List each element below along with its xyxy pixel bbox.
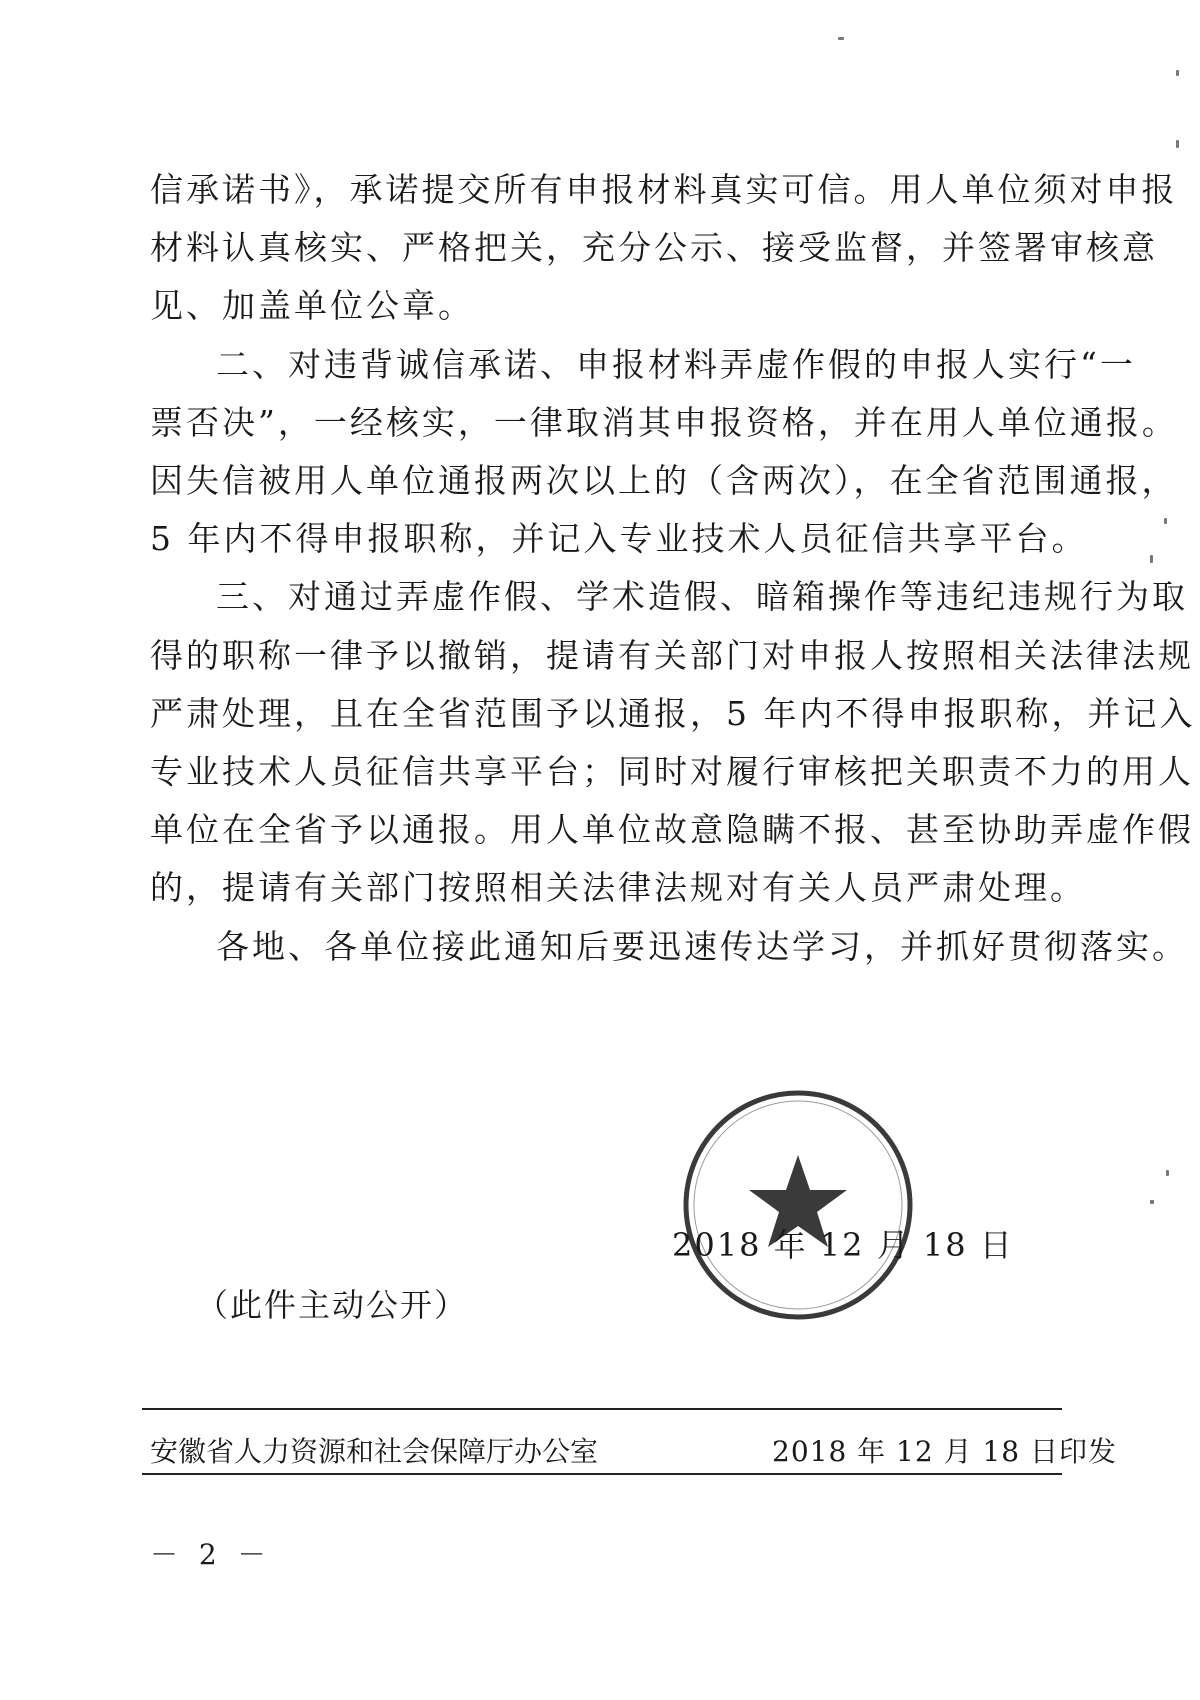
- scan-speck: [1176, 70, 1179, 76]
- footer-issuer: 安徽省人力资源和社会保障厅办公室: [150, 1435, 599, 1468]
- scan-speck: [1164, 518, 1167, 524]
- scan-speck: [1176, 140, 1179, 148]
- scan-speck: [1150, 555, 1153, 563]
- scan-speck: [1150, 1200, 1154, 1204]
- body-line-6: 因失信被用人单位通报两次以上的（含两次），在全省范围通报，: [150, 461, 1178, 500]
- public-disclosure-note: （此件主动公开）: [196, 1286, 469, 1324]
- footer-bottom-rule: [142, 1473, 1062, 1475]
- body-line-10: 严肃处理，且在全省范围予以通报，5 年内不得申报职称，并记入: [150, 694, 1196, 733]
- body-line-13: 的，提请有关部门按照相关法律法规对有关人员严肃处理。: [150, 868, 1086, 907]
- body-line-5: 票否决”，一经核实，一律取消其申报资格，并在用人单位通报。: [150, 403, 1178, 442]
- footer-issue-date: 2018 年 12 月 18 日印发: [772, 1435, 1118, 1468]
- body-line-8: 三、对通过弄虚作假、学术造假、暗箱操作等违纪违规行为取: [216, 577, 1188, 616]
- body-line-1: 信承诺书》，承诺提交所有申报材料真实可信。用人单位须对申报: [150, 170, 1178, 209]
- body-line-7: 5 年内不得申报职称，并记入专业技术人员征信共享平台。: [150, 519, 1088, 558]
- body-line-9: 得的职称一律予以撤销，提请有关部门对申报人按照相关法律法规: [150, 636, 1194, 675]
- body-line-3: 见、加盖单位公章。: [150, 286, 474, 325]
- body-line-11: 专业技术人员征信共享平台；同时对履行审核把关职责不力的用人: [150, 752, 1194, 791]
- body-line-2: 材料认真核实、严格把关，充分公示、接受监督，并签署审核意: [150, 228, 1158, 267]
- body-line-4: 二、对违背诚信承诺、申报材料弄虚作假的申报人实行“一: [216, 345, 1136, 384]
- signature-date: 2018 年 12 月 18 日: [672, 1226, 1014, 1264]
- official-seal: [678, 1085, 918, 1325]
- body-line-12: 单位在全省予以通报。用人单位故意隐瞒不报、甚至协助弄虚作假: [150, 810, 1194, 849]
- page-number: － 2 －: [150, 1538, 272, 1571]
- footer-top-rule: [142, 1408, 1062, 1410]
- scan-speck: [1166, 1170, 1169, 1176]
- body-line-14: 各地、各单位接此通知后要迅速传达学习，并抓好贯彻落实。: [216, 927, 1188, 966]
- scan-speck: [838, 37, 844, 40]
